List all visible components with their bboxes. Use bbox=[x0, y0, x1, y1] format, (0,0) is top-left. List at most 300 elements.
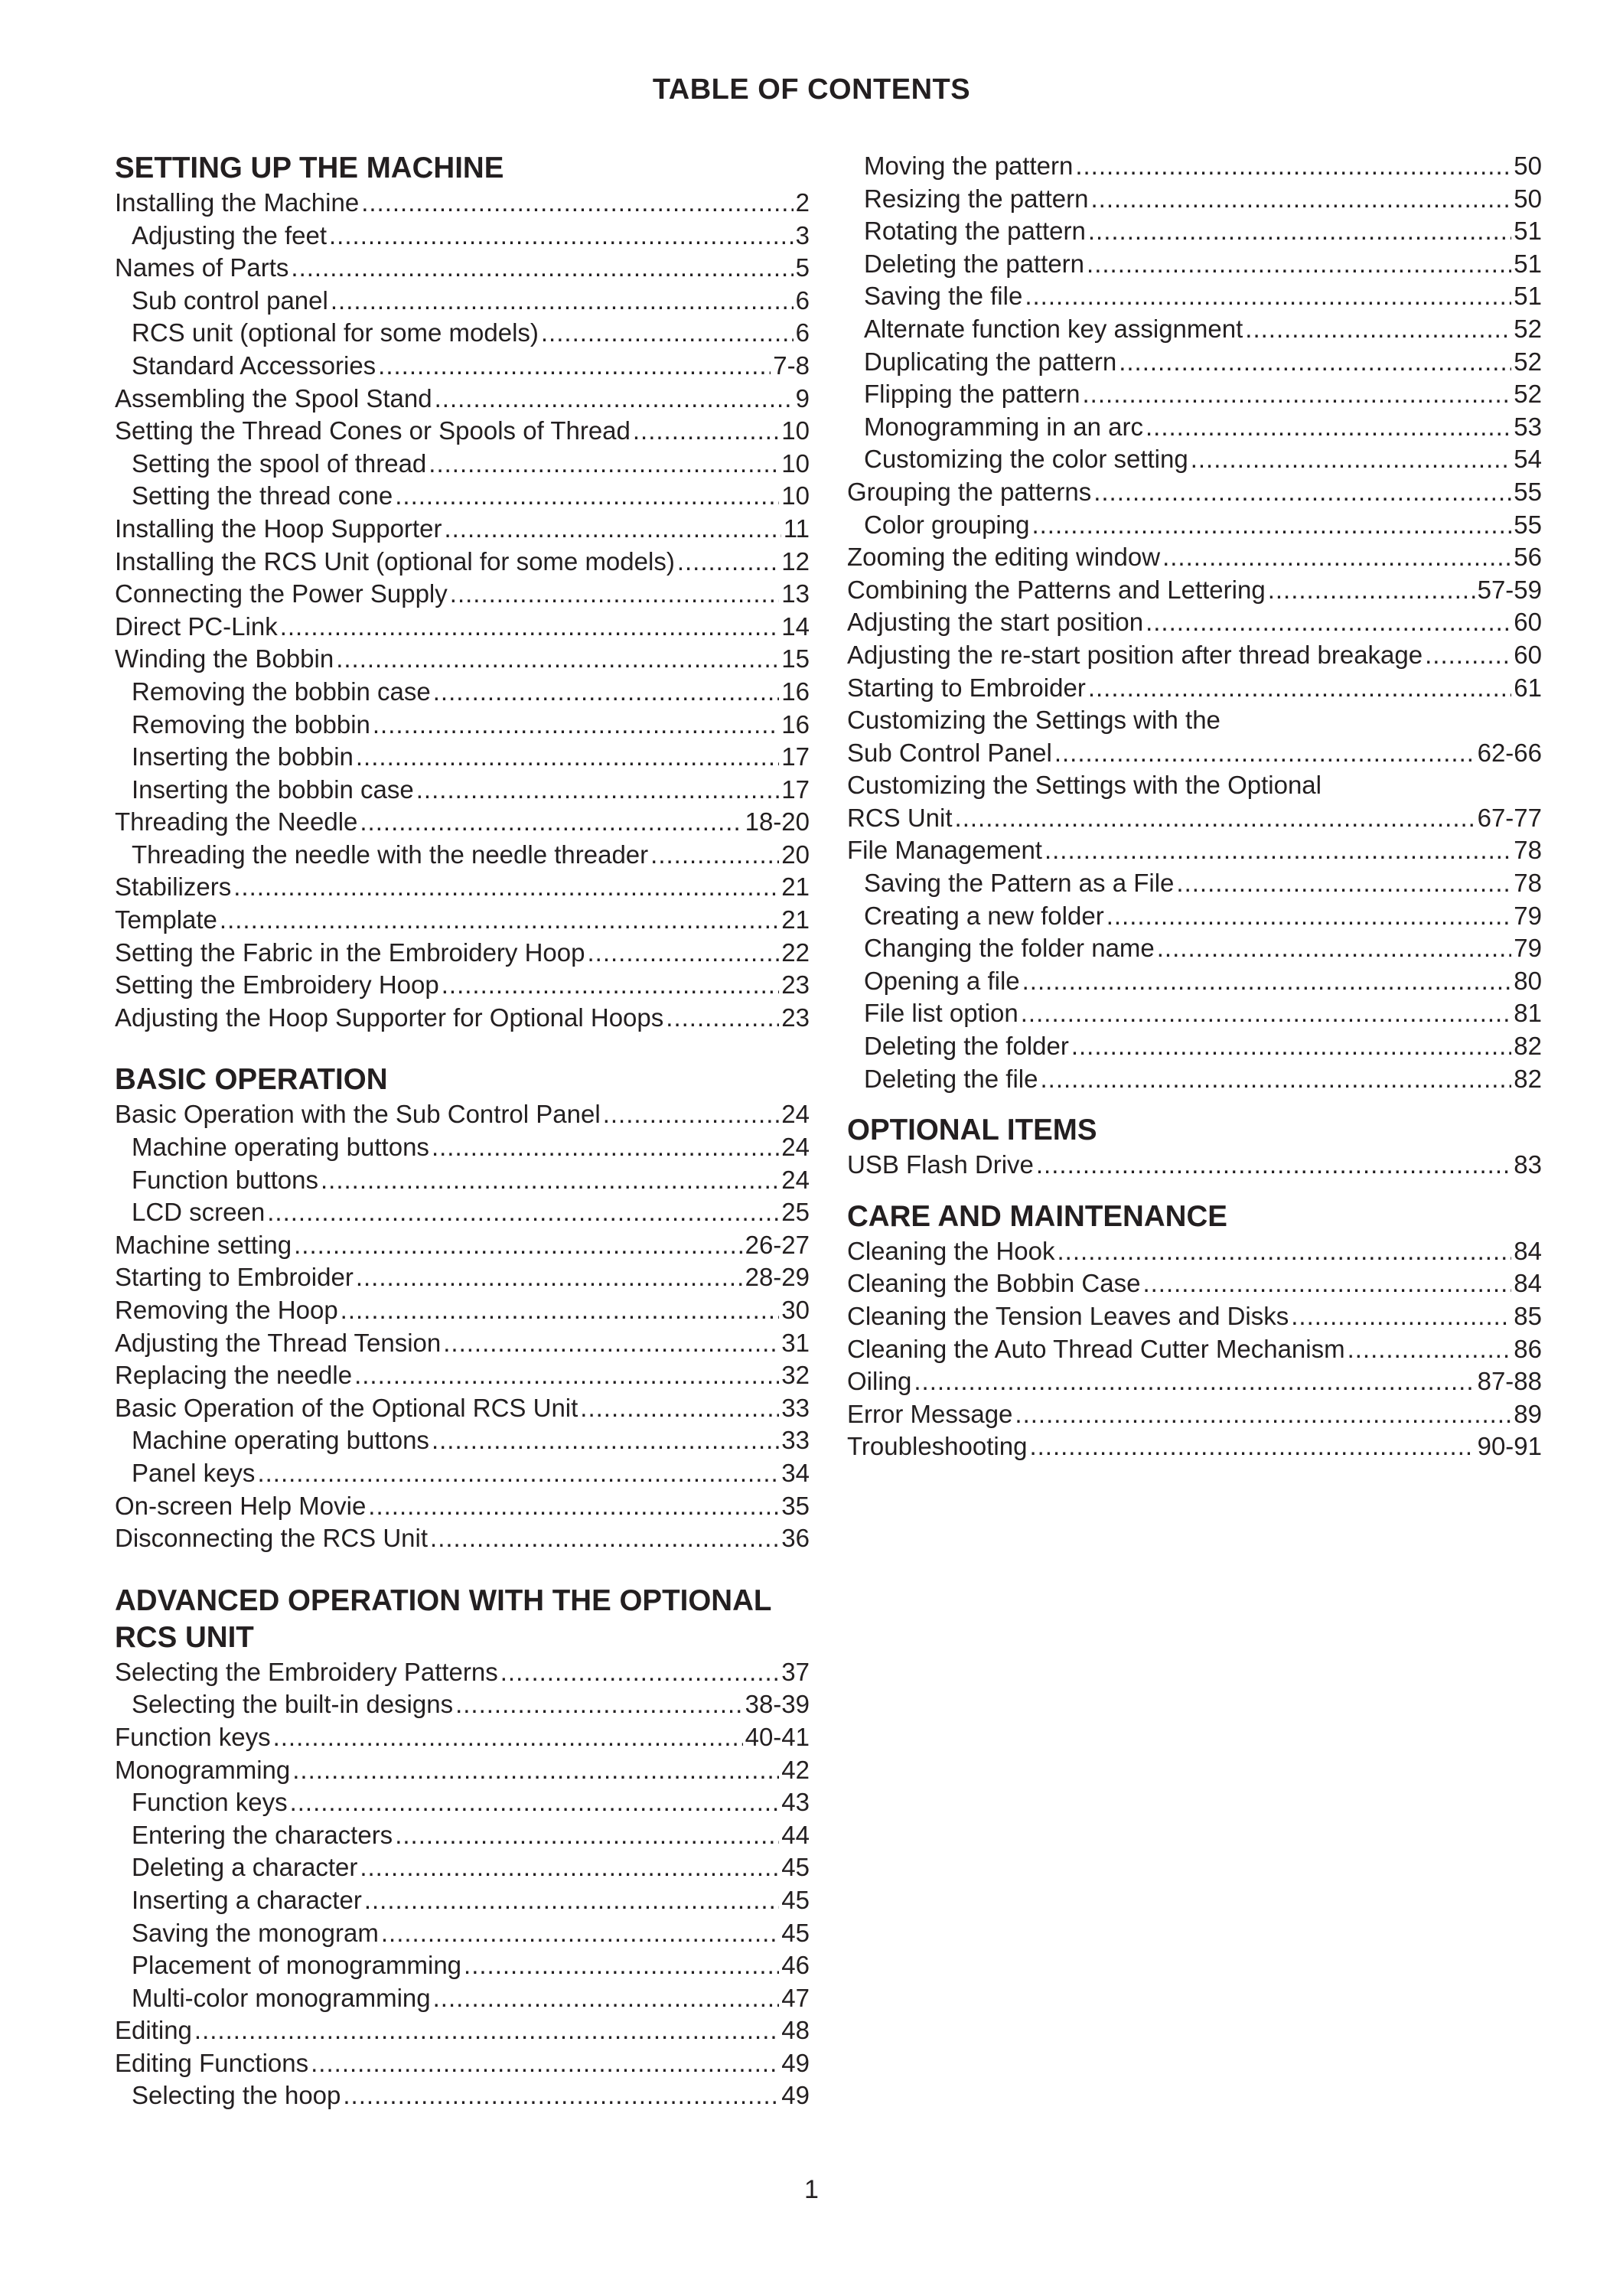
toc-entry bbox=[115, 2014, 810, 2047]
toc-entry-page: 17 bbox=[781, 775, 810, 804]
toc-entry-label: Template bbox=[115, 905, 217, 934]
toc-entry-label: Machine operating buttons bbox=[132, 1133, 429, 1162]
toc-entry-page: 54 bbox=[1514, 445, 1542, 474]
dot-leader bbox=[1083, 378, 1512, 411]
toc-entry bbox=[847, 834, 1542, 867]
dot-leader bbox=[603, 1098, 780, 1131]
toc-entry bbox=[115, 187, 810, 220]
toc-entry-page: 43 bbox=[781, 1788, 810, 1817]
toc-entry-label: File Management bbox=[847, 836, 1042, 865]
toc-entry bbox=[115, 741, 810, 774]
toc-entry-label: Grouping the patterns bbox=[847, 477, 1092, 506]
toc-entry bbox=[847, 1030, 1542, 1063]
toc-entry bbox=[115, 1754, 810, 1787]
dot-leader bbox=[1425, 639, 1511, 672]
dot-leader bbox=[464, 1949, 779, 1982]
toc-entry-list bbox=[115, 1098, 810, 1554]
toc-entry-page: 82 bbox=[1514, 1064, 1542, 1093]
section-care-maintenance bbox=[847, 1199, 1542, 1463]
toc-entry-page: 86 bbox=[1514, 1334, 1542, 1363]
section-heading: CARE AND MAINTENANCE bbox=[847, 1199, 1227, 1233]
toc-entry-page: 24 bbox=[781, 1165, 810, 1194]
toc-entry bbox=[115, 350, 810, 383]
dot-leader bbox=[1157, 932, 1512, 965]
section-heading: OPTIONAL ITEMS bbox=[847, 1114, 1097, 1147]
toc-entry-page: 33 bbox=[781, 1426, 810, 1455]
toc-entry-label: Deleting a character bbox=[132, 1853, 358, 1882]
section-heading-line: RCS UNIT bbox=[115, 1620, 254, 1654]
toc-entry-page: 26-27 bbox=[745, 1230, 810, 1259]
toc-entry-page: 57-59 bbox=[1477, 575, 1542, 604]
toc-entry-label: Resizing the pattern bbox=[864, 184, 1089, 213]
dot-leader bbox=[336, 643, 779, 676]
dot-leader bbox=[1146, 411, 1511, 444]
toc-entry-page: 45 bbox=[781, 1885, 810, 1914]
dot-leader bbox=[378, 350, 771, 383]
toc-entry bbox=[847, 1235, 1542, 1268]
dot-leader bbox=[650, 839, 779, 872]
toc-entry-page: 16 bbox=[781, 709, 810, 739]
dot-leader bbox=[455, 1688, 743, 1721]
toc-entry-label: Combining the Patterns and Lettering bbox=[847, 575, 1266, 604]
toc-entry bbox=[847, 150, 1542, 183]
toc-entry-label: Panel keys bbox=[132, 1458, 256, 1487]
toc-entry-page: 55 bbox=[1514, 477, 1542, 506]
toc-entry-page: 62-66 bbox=[1477, 738, 1542, 767]
dot-leader bbox=[1268, 574, 1475, 607]
toc-entry bbox=[115, 643, 810, 676]
dot-leader bbox=[429, 448, 779, 481]
toc-entry-label: Selecting the hoop bbox=[132, 2081, 341, 2110]
toc-entry-page: 83 bbox=[1514, 1150, 1542, 1179]
toc-entry-page: 21 bbox=[781, 905, 810, 934]
toc-entry-label: Standard Accessories bbox=[132, 351, 376, 380]
toc-entry-page: 55 bbox=[1514, 510, 1542, 539]
dot-leader bbox=[435, 383, 794, 416]
toc-entry bbox=[115, 285, 810, 318]
toc-entry bbox=[847, 1430, 1542, 1463]
toc-entry-label: Stabilizers bbox=[115, 872, 232, 902]
toc-entry bbox=[115, 2047, 810, 2080]
toc-entry bbox=[115, 1359, 810, 1392]
toc-entry bbox=[847, 1333, 1542, 1366]
toc-entry-page: 24 bbox=[781, 1100, 810, 1129]
toc-entry-page: 17 bbox=[781, 742, 810, 771]
dot-leader bbox=[381, 1917, 779, 1950]
toc-entry-list bbox=[115, 187, 810, 1034]
toc-entry bbox=[847, 1398, 1542, 1431]
toc-entry-page: 53 bbox=[1514, 412, 1542, 441]
toc-entry bbox=[115, 2079, 810, 2112]
toc-entry-label: Names of Parts bbox=[115, 253, 289, 282]
toc-entry-label: Oiling bbox=[847, 1367, 912, 1396]
toc-entry bbox=[847, 280, 1542, 313]
toc-entry bbox=[115, 1229, 810, 1262]
toc-entry-page: 10 bbox=[781, 481, 810, 510]
toc-entry bbox=[115, 1522, 810, 1555]
section-editing-continued bbox=[847, 150, 1542, 1095]
dot-leader bbox=[290, 1786, 780, 1819]
toc-entry-page: 80 bbox=[1514, 966, 1542, 995]
dot-leader bbox=[273, 1721, 743, 1754]
toc-entry-page: 89 bbox=[1514, 1399, 1542, 1428]
toc-entry-label: Inserting the bobbin case bbox=[132, 775, 414, 804]
dot-leader bbox=[1015, 1398, 1511, 1431]
dot-leader bbox=[587, 937, 779, 970]
dot-leader bbox=[1142, 1267, 1511, 1300]
toc-entry-page: 3 bbox=[795, 220, 810, 249]
toc-entry bbox=[115, 1294, 810, 1327]
toc-entry-label: Multi-color monogramming bbox=[132, 1983, 431, 2012]
toc-entry bbox=[115, 1327, 810, 1360]
toc-entry bbox=[115, 1392, 810, 1425]
toc-entry-page: 52 bbox=[1514, 347, 1542, 376]
dot-leader bbox=[1119, 346, 1511, 379]
toc-entry-label: RCS Unit bbox=[847, 803, 953, 832]
dot-leader bbox=[267, 1196, 779, 1229]
toc-entry bbox=[115, 480, 810, 513]
toc-entry-label: Adjusting the feet bbox=[132, 220, 328, 249]
toc-entry bbox=[115, 1917, 810, 1950]
dot-leader bbox=[1058, 1235, 1512, 1268]
toc-entry bbox=[115, 415, 810, 448]
toc-entry-page: 33 bbox=[781, 1393, 810, 1422]
toc-entry-page: 51 bbox=[1514, 217, 1542, 246]
toc-entry-page: 10 bbox=[781, 448, 810, 478]
toc-entry-page: 22 bbox=[781, 938, 810, 967]
toc-entry-label: Moving the pattern bbox=[864, 152, 1074, 180]
dot-leader bbox=[1348, 1333, 1512, 1366]
section-heading bbox=[115, 1583, 810, 1656]
toc-entry-label: Machine operating buttons bbox=[132, 1426, 429, 1455]
dot-leader bbox=[364, 1884, 779, 1917]
toc-entry-page: 32 bbox=[781, 1361, 810, 1390]
toc-entry-list bbox=[847, 150, 1542, 1095]
toc-entry-label: Saving the monogram bbox=[132, 1918, 379, 1947]
dot-leader bbox=[220, 904, 779, 937]
toc-entry bbox=[115, 1457, 810, 1490]
toc-entry-page: 23 bbox=[781, 970, 810, 1000]
toc-entry-page: 14 bbox=[781, 612, 810, 641]
toc-entry-label: Disconnecting the RCS Unit bbox=[115, 1524, 429, 1553]
toc-entry-label: Starting to Embroider bbox=[847, 673, 1086, 702]
toc-entry bbox=[847, 802, 1542, 835]
toc-entry-page: 79 bbox=[1514, 934, 1542, 963]
dot-leader bbox=[955, 802, 1475, 835]
dot-leader bbox=[442, 969, 780, 1002]
dot-leader bbox=[311, 2047, 779, 2080]
toc-entry-page: 13 bbox=[781, 579, 810, 608]
toc-entry-page: 79 bbox=[1514, 901, 1542, 930]
toc-entry-page: 87-88 bbox=[1477, 1367, 1542, 1396]
toc-entry-page: 16 bbox=[781, 677, 810, 706]
toc-entry-label: Sub Control Panel bbox=[847, 738, 1052, 767]
toc-entry-label: RCS unit (optional for some models) bbox=[132, 318, 539, 347]
toc-entry bbox=[115, 1786, 810, 1819]
dot-leader bbox=[541, 317, 794, 350]
toc-entry-page: 45 bbox=[781, 1918, 810, 1947]
toc-entry bbox=[115, 937, 810, 970]
toc-entry bbox=[115, 1002, 810, 1035]
toc-entry-page: 50 bbox=[1514, 152, 1542, 180]
toc-entry bbox=[115, 1884, 810, 1917]
toc-entry-list bbox=[115, 1656, 810, 2112]
toc-entry bbox=[847, 769, 1542, 802]
toc-entry-label: Entering the characters bbox=[132, 1820, 393, 1849]
toc-entry-page: 52 bbox=[1514, 380, 1542, 409]
toc-entry bbox=[115, 252, 810, 285]
dot-leader bbox=[356, 1261, 743, 1294]
toc-entry-label: Deleting the file bbox=[864, 1064, 1038, 1093]
toc-entry-page: 49 bbox=[781, 2081, 810, 2110]
dot-leader bbox=[432, 1424, 779, 1457]
dot-leader bbox=[433, 1982, 780, 2015]
toc-entry bbox=[115, 448, 810, 481]
toc-entry-label: Adjusting the Hoop Supporter for Optional Hoops bbox=[115, 1003, 664, 1032]
dot-leader bbox=[280, 611, 780, 644]
toc-entry-label: File list option bbox=[864, 999, 1018, 1028]
toc-entry bbox=[847, 900, 1542, 933]
dot-leader bbox=[444, 513, 781, 546]
toc-entry bbox=[115, 806, 810, 839]
toc-entry bbox=[115, 1721, 810, 1754]
dot-leader bbox=[194, 2014, 779, 2047]
toc-entry bbox=[115, 611, 810, 644]
toc-entry bbox=[115, 1949, 810, 1982]
toc-entry-page: 49 bbox=[781, 2048, 810, 2077]
toc-entry-list bbox=[847, 1149, 1542, 1182]
toc-entry-page: 84 bbox=[1514, 1269, 1542, 1298]
toc-entry-page: 56 bbox=[1514, 543, 1542, 572]
toc-entry-label: Adjusting the start position bbox=[847, 608, 1144, 637]
toc-entry-label: Saving the Pattern as a File bbox=[864, 869, 1175, 898]
toc-entry-label: Setting the Thread Cones or Spools of Thread bbox=[115, 416, 631, 445]
toc-entry-label: Setting the spool of thread bbox=[132, 448, 427, 478]
toc-entry-page: 51 bbox=[1514, 249, 1542, 278]
dot-leader bbox=[291, 252, 793, 285]
dot-leader bbox=[341, 1294, 780, 1327]
toc-entry bbox=[115, 1098, 810, 1131]
toc-entry-list bbox=[847, 1235, 1542, 1463]
dot-leader bbox=[395, 1819, 779, 1852]
toc-entry-page: 11 bbox=[783, 514, 810, 543]
toc-entry-page: 6 bbox=[795, 285, 810, 315]
toc-entry-page: 60 bbox=[1514, 608, 1542, 637]
toc-entry bbox=[847, 932, 1542, 965]
toc-entry-label: Threading the needle with the needle threader bbox=[132, 840, 649, 869]
toc-entry-label: Replacing the needle bbox=[115, 1361, 353, 1390]
toc-entry bbox=[115, 1261, 810, 1294]
toc-entry-page: 81 bbox=[1514, 999, 1542, 1028]
toc-entry bbox=[115, 969, 810, 1002]
toc-entry bbox=[847, 965, 1542, 998]
toc-entry-label: Function keys bbox=[115, 1722, 271, 1751]
toc-entry-label: Basic Operation with the Sub Control Panel bbox=[115, 1100, 601, 1129]
toc-entry-label: Removing the bobbin case bbox=[132, 677, 431, 706]
toc-entry-page: 42 bbox=[781, 1755, 810, 1784]
toc-entry bbox=[847, 606, 1542, 639]
dot-leader bbox=[1088, 215, 1511, 248]
dot-leader bbox=[1040, 1063, 1511, 1096]
toc-entry-label: Troubleshooting bbox=[847, 1432, 1028, 1461]
dot-leader bbox=[321, 1164, 779, 1197]
toc-entry-page: 78 bbox=[1514, 869, 1542, 898]
toc-entry-page: 34 bbox=[781, 1458, 810, 1487]
toc-entry bbox=[115, 676, 810, 709]
toc-entry-page: 37 bbox=[781, 1657, 810, 1686]
toc-entry bbox=[115, 1819, 810, 1852]
toc-entry bbox=[847, 1149, 1542, 1182]
dot-leader bbox=[368, 1490, 779, 1523]
toc-entry-page: 10 bbox=[781, 416, 810, 445]
dot-leader bbox=[257, 1457, 779, 1490]
section-advanced-operation bbox=[115, 1583, 810, 2112]
toc-entry bbox=[847, 183, 1542, 216]
dot-leader bbox=[292, 1754, 779, 1787]
toc-entry bbox=[847, 704, 1542, 737]
toc-entry-label: Saving the file bbox=[864, 282, 1023, 311]
toc-entry bbox=[847, 1063, 1542, 1096]
toc-entry-label: Removing the bobbin bbox=[132, 709, 370, 739]
toc-entry bbox=[847, 639, 1542, 672]
dot-leader bbox=[1036, 1149, 1511, 1182]
toc-entry bbox=[847, 574, 1542, 607]
toc-entry-label: Duplicating the pattern bbox=[864, 347, 1117, 376]
toc-entry bbox=[115, 904, 810, 937]
dot-leader bbox=[1071, 1030, 1511, 1063]
toc-entry bbox=[115, 1851, 810, 1884]
toc-entry-page: 24 bbox=[781, 1133, 810, 1162]
dot-leader bbox=[1021, 997, 1512, 1030]
dot-leader bbox=[1291, 1300, 1511, 1333]
dot-leader bbox=[1093, 476, 1511, 509]
dot-leader bbox=[343, 2079, 779, 2112]
toc-entry-page: 78 bbox=[1514, 836, 1542, 865]
toc-entry-page: 85 bbox=[1514, 1302, 1542, 1330]
page-number: 1 bbox=[804, 2175, 819, 2204]
toc-entry-page: 47 bbox=[781, 1983, 810, 2012]
dot-leader bbox=[677, 546, 779, 579]
toc-entry-label: Color grouping bbox=[864, 510, 1030, 539]
toc-entry bbox=[115, 513, 810, 546]
toc-entry-label: Cleaning the Hook bbox=[847, 1236, 1055, 1265]
toc-entry bbox=[847, 215, 1542, 248]
toc-entry-label: Installing the Machine bbox=[115, 188, 360, 217]
toc-entry-label: Deleting the pattern bbox=[864, 249, 1085, 278]
toc-entry-page: 30 bbox=[781, 1296, 810, 1324]
toc-entry-label: Removing the Hoop bbox=[115, 1296, 338, 1324]
toc-entry bbox=[847, 313, 1542, 346]
toc-entry bbox=[115, 1164, 810, 1197]
toc-entry-page: 51 bbox=[1514, 282, 1542, 311]
toc-entry bbox=[115, 774, 810, 807]
toc-entry-label: Connecting the Power Supply bbox=[115, 579, 448, 608]
toc-entry-page: 15 bbox=[781, 644, 810, 673]
toc-entry-label: Flipping the pattern bbox=[864, 380, 1080, 409]
toc-entry-page: 40-41 bbox=[745, 1722, 810, 1751]
toc-entry bbox=[115, 1196, 810, 1229]
toc-entry bbox=[115, 1490, 810, 1523]
toc-entry-label: Function buttons bbox=[132, 1165, 318, 1194]
toc-entry-page: 38-39 bbox=[745, 1690, 810, 1719]
toc-entry bbox=[847, 737, 1542, 770]
section-heading: SETTING UP THE MACHINE bbox=[115, 152, 504, 184]
toc-entry bbox=[847, 248, 1542, 281]
toc-entry-page: 60 bbox=[1514, 640, 1542, 669]
toc-entry-label: Cleaning the Auto Thread Cutter Mechanism bbox=[847, 1334, 1345, 1363]
page-title: TABLE OF CONTENTS bbox=[652, 73, 971, 106]
toc-entry-page: 52 bbox=[1514, 314, 1542, 343]
dot-leader bbox=[1031, 509, 1511, 542]
toc-left-column bbox=[115, 150, 810, 2112]
toc-entry-page: 84 bbox=[1514, 1236, 1542, 1265]
toc-entry bbox=[115, 546, 810, 579]
toc-entry-label: Monogramming bbox=[115, 1755, 291, 1784]
toc-entry-page: 20 bbox=[781, 840, 810, 869]
toc-entry-page: 45 bbox=[781, 1853, 810, 1882]
toc-entry bbox=[847, 509, 1542, 542]
toc-entry-label: Function keys bbox=[132, 1788, 288, 1817]
toc-entry-page: 12 bbox=[781, 546, 810, 576]
toc-entry bbox=[115, 871, 810, 904]
dot-leader bbox=[395, 480, 779, 513]
toc-entry-label: Changing the folder name bbox=[864, 934, 1155, 963]
toc-entry-label: Customizing the Settings with the bbox=[847, 706, 1221, 735]
toc-entry-label: Selecting the built-in designs bbox=[132, 1690, 454, 1719]
toc-entry-label: LCD screen bbox=[132, 1198, 266, 1227]
toc-entry-page: 31 bbox=[781, 1328, 810, 1357]
toc-entry-label: Inserting a character bbox=[132, 1885, 362, 1914]
toc-entry-page: 28-29 bbox=[745, 1263, 810, 1292]
toc-entry-label: Selecting the Embroidery Patterns bbox=[115, 1657, 498, 1686]
toc-entry-label: Monogramming in an arc bbox=[864, 412, 1143, 441]
section-basic-operation bbox=[115, 1062, 810, 1554]
toc-entry bbox=[115, 1424, 810, 1457]
dot-leader bbox=[1029, 1430, 1475, 1463]
toc-entry-page: 48 bbox=[781, 2016, 810, 2045]
dot-leader bbox=[430, 1522, 779, 1555]
toc-entry-label: Starting to Embroider bbox=[115, 1263, 354, 1292]
toc-entry bbox=[847, 997, 1542, 1030]
dot-leader bbox=[233, 871, 779, 904]
dot-leader bbox=[914, 1365, 1475, 1398]
dot-leader bbox=[360, 1851, 779, 1884]
section-optional-items bbox=[847, 1112, 1542, 1182]
dot-leader bbox=[1162, 541, 1511, 574]
toc-entry-label: Direct PC-Link bbox=[115, 612, 278, 641]
toc-entry bbox=[115, 839, 810, 872]
dot-leader bbox=[433, 676, 780, 709]
dot-leader bbox=[1087, 248, 1511, 281]
toc-entry-label: Zooming the editing window bbox=[847, 543, 1161, 572]
toc-entry-page: 50 bbox=[1514, 184, 1542, 213]
toc-entry bbox=[847, 378, 1542, 411]
dot-leader bbox=[1022, 965, 1512, 998]
dot-leader bbox=[1191, 443, 1512, 476]
toc-entry-page: 23 bbox=[781, 1003, 810, 1032]
toc-entry bbox=[847, 411, 1542, 444]
toc-entry bbox=[847, 346, 1542, 379]
dot-leader bbox=[1146, 606, 1511, 639]
dot-leader bbox=[1075, 150, 1511, 183]
dot-leader bbox=[1245, 313, 1511, 346]
toc-entry-page: 44 bbox=[781, 1820, 810, 1849]
dot-leader bbox=[1025, 280, 1511, 313]
toc-entry-page: 35 bbox=[781, 1491, 810, 1520]
toc-entry bbox=[115, 578, 810, 611]
toc-entry-label: Setting the Fabric in the Embroidery Hoop bbox=[115, 938, 585, 967]
toc-entry-label: Opening a file bbox=[864, 966, 1020, 995]
